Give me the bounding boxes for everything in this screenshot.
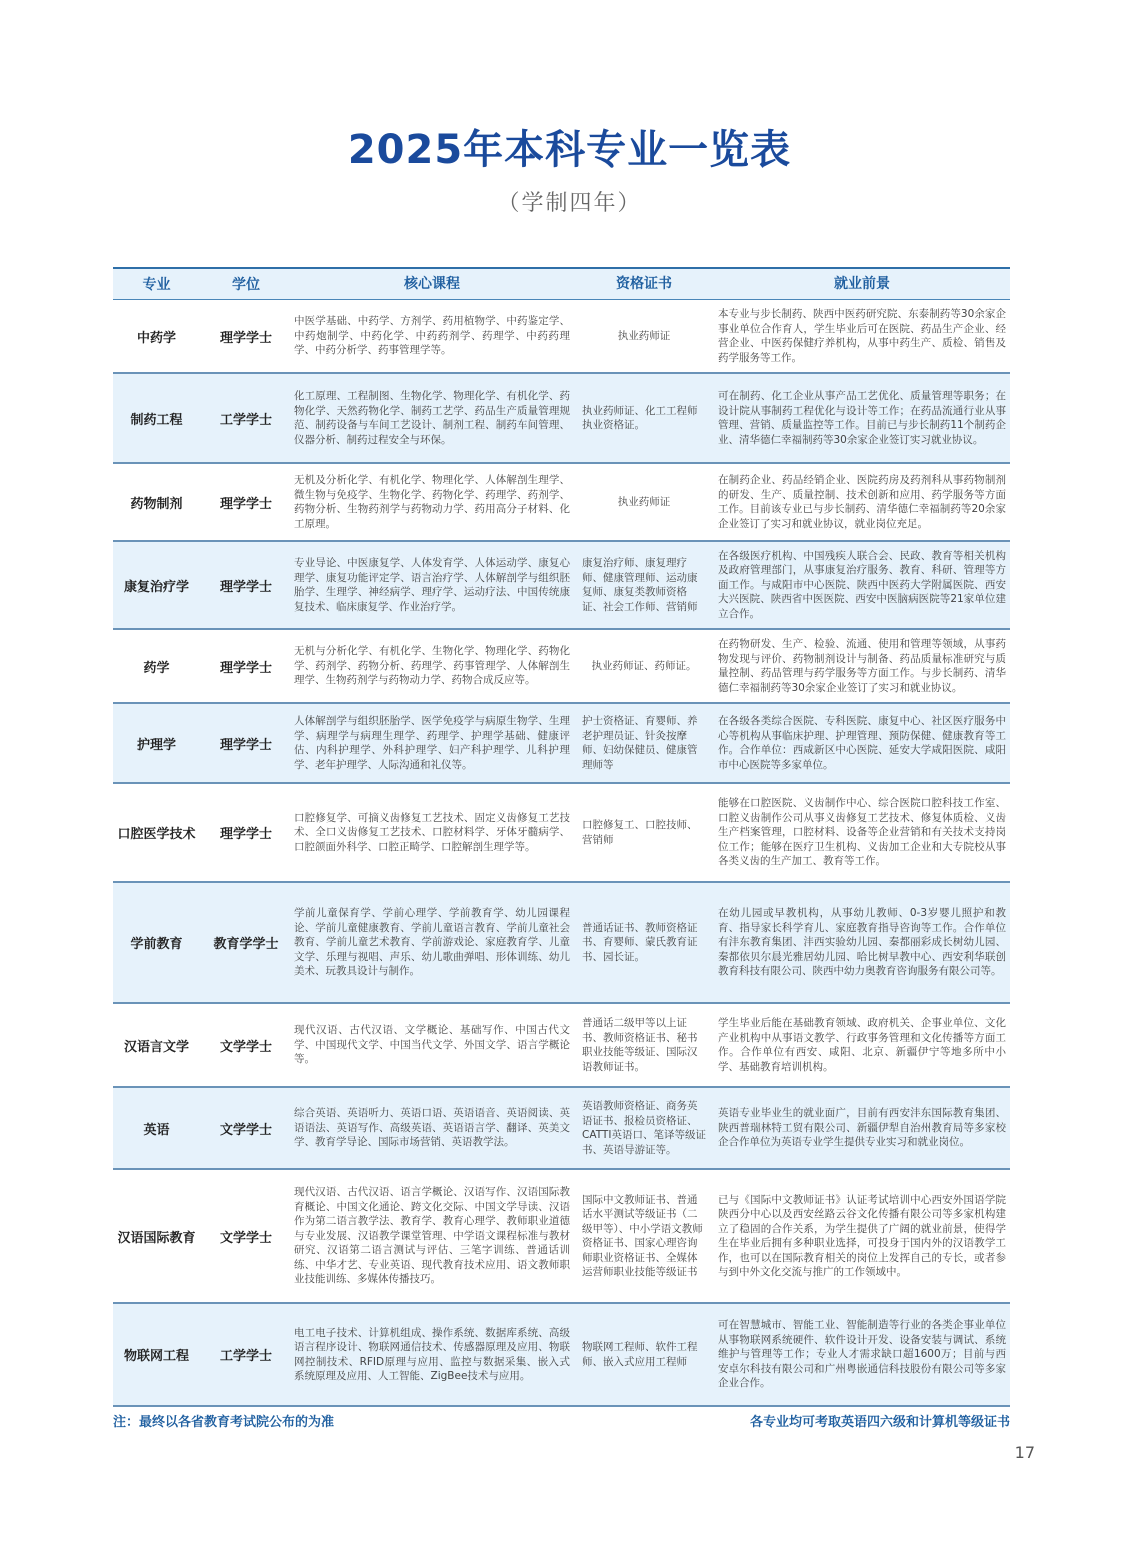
cell-major: 护理学	[136, 737, 176, 753]
cell-courses: 现代汉语、古代汉语、语言学概论、汉语写作、汉语国际教育概论、中国文化通论、跨文化交际、中国文学导读、汉语作为第二语言教学法、教育学、教育心理学、教师职业道德与专业发展、汉语教学课堂管理、中学语文课程标准与教材研究、汉语第二语言测试与评估、三笔字训练、普通话训练、中华才艺、专业英语、现代教育技术应用、语文教师职业技能训练、多媒体传播技巧。	[294, 1186, 570, 1286]
cell-prospects: 英语专业毕业生的就业面广，目前有西安沣东国际教育集团、陕西普瑞林特工贸有限公司、新疆伊犁自治州教育局等多家校企合作单位为英语专业学生提供专业实习和就业岗位。	[718, 1107, 1006, 1149]
page-number: 17	[1014, 1443, 1035, 1462]
cell-certificates: 物联网工程师、软件工程师、嵌入式应用工程师	[582, 1341, 698, 1368]
table-row	[113, 464, 1010, 542]
table-row	[113, 374, 1010, 464]
cell-major: 药学	[143, 660, 170, 676]
table-row	[113, 883, 1010, 1004]
cell-major: 中药学	[136, 330, 176, 346]
header-major: 专业	[142, 277, 171, 293]
table-row	[113, 1170, 1010, 1304]
cell-courses: 口腔修复学、可摘义齿修复工艺技术、固定义齿修复工艺技术、全口义齿修复工艺技术、口腔材料学、牙体牙髓病学、口腔颌面外科学、口腔正畸学、口腔解剖生理学等。	[294, 811, 570, 853]
cell-certificates: 执业药师证、药师证。	[591, 659, 697, 672]
cell-prospects: 在幼儿园或早教机构，从事幼儿教师、0-3岁婴儿照护和教育、指导家长科学育儿、家庭教育指导咨询等工作。合作单位有沣东教育集团、沣西实验幼儿园、秦都丽彩成长树幼儿园、秦都依贝尔晨光雅居幼儿园、哈比树早教中心、西安利华联创教育科技有限公司、陕西中幼力奥教育咨询服务有限公司等。	[718, 907, 1006, 978]
cell-degree: 理学学士	[219, 579, 272, 595]
cell-degree: 理学学士	[219, 496, 272, 512]
cell-certificates: 国际中文教师证书、普通话水平测试等级证书（二级甲等）、中小学语文教师资格证书、国家心理咨询师职业资格证书、全媒体运营师职业技能等级证书	[582, 1193, 703, 1278]
cell-degree: 理学学士	[219, 737, 272, 753]
cell-courses: 无机与分析化学、有机化学、生物化学、物理化学、药物化学、药剂学、药物分析、药理学、药事管理学、人体解剖生理学、生物药剂学与药物动力学、药物合成反应等。	[294, 645, 570, 687]
cell-courses: 无机及分析化学、有机化学、物理化学、人体解剖生理学、微生物与免疫学、生物化学、药物化学、药理学、药剂学、药物分析、生物药剂学与药物动力学、药用高分子材料、化工原理。	[294, 474, 570, 530]
cell-major: 汉语国际教育	[117, 1230, 196, 1246]
cell-prospects: 在各级医疗机构、中国残疾人联合会、民政、教育等相关机构及政府管理部门，从事康复治疗服务、教育、科研、管理等方面工作。与咸阳市中心医院、陕西中医药大学附属医院、西安大兴医院、陕西省中医医院、西安中医脑病医院等21家单位建立合作。	[718, 549, 1006, 620]
table-row	[113, 784, 1010, 883]
cell-courses: 综合英语、英语听力、英语口语、英语语音、英语阅读、英语语法、英语写作、高级英语、英语语言学、翻译、英美文学、教育学导论、国际市场营销、英语教学法。	[294, 1107, 570, 1149]
cell-degree: 工学学士	[219, 412, 272, 428]
cell-courses: 电工电子技术、计算机组成、操作系统、数据库系统、高级语言程序设计、物联网通信技术、传感器原理及应用、物联网控制技术、RFID原理与应用、监控与数据采集、嵌入式系统原理及应用、人工智能、ZigBee技术与应用。	[294, 1326, 570, 1382]
header-degree: 学位	[232, 277, 260, 293]
cell-prospects: 可在智慧城市、智能工业、智能制造等行业的各类企事业单位从事物联网系统硬件、软件设计开发、设备安装与调试、系统维护与管理等工作；专业人才需求缺口超1600万；目前与西安卓尔科技有限公司和广州粤嵌通信科技股份有限公司等多家企业合作。	[718, 1319, 1006, 1390]
footnote-right: 各专业均可考取英语四六级和计算机等级证书	[749, 1415, 1010, 1430]
table-row	[113, 300, 1010, 374]
cell-certificates: 普通话证书、教师资格证书、育婴师、蒙氏教育证书、园长证。	[582, 921, 698, 963]
cell-degree: 文学学士	[219, 1230, 272, 1246]
cell-certificates: 普通话二级甲等以上证书、教师资格证书、秘书职业技能等级证、国际汉语教师证书。	[582, 1017, 698, 1073]
cell-degree: 教育学学士	[213, 937, 279, 952]
header-certificates: 资格证书	[616, 275, 672, 292]
cell-major: 制药工程	[130, 412, 183, 428]
cell-certificates: 执业药师证	[617, 329, 671, 342]
cell-courses: 专业导论、中医康复学、人体发育学、人体运动学、康复心理学、康复功能评定学、语言治疗学、人体解剖学与组织胚胎学、生理学、神经病学、理疗学、运动疗法、中国传统康复技术、临床康复学、作业治疗学。	[294, 557, 570, 613]
table-row	[113, 630, 1010, 704]
table-row	[113, 542, 1010, 630]
cell-prospects: 本专业与步长制药、陕西中医药研究院、东泰制药等30余家企事业单位合作育人，学生毕业后可在医院、药品生产企业、经营企业、中医药保健疗养机构，从事中药生产、质检、销售及药学服务等工作。	[718, 308, 1006, 364]
cell-degree: 理学学士	[219, 827, 272, 842]
cell-major: 汉语言文学	[123, 1039, 189, 1055]
majors-table	[113, 267, 1010, 1407]
cell-courses: 人体解剖学与组织胚胎学、医学免疫学与病原生物学、生理学、病理学与病理生理学、药理学、护理学基础、健康评估、内科护理学、外科护理学、妇产科护理学、儿科护理学、老年护理学、人际沟通和礼仪等。	[294, 715, 570, 771]
cell-degree: 工学学士	[219, 1349, 272, 1364]
cell-prospects: 能够在口腔医院、义齿制作中心、综合医院口腔科技工作室、口腔义齿制作公司从事义齿修复工艺技术、修复体质检、义齿生产档案管理，口腔材料、设备等企业营销和有关技术支持岗位工作；能够在医疗卫生机构、义齿加工企业和大专院校从事各类义齿的生产加工、教育等工作。	[718, 797, 1006, 868]
cell-certificates: 护士资格证、育婴师、养老护理员证、针灸按摩师、妇幼保健员、健康管理师等	[582, 715, 698, 771]
cell-certificates: 执业药师证	[617, 495, 671, 508]
cell-courses: 现代汉语、古代汉语、文学概论、基础写作、中国古代文学、中国现代文学、中国当代文学、外国文学、语言学概论等。	[294, 1024, 570, 1066]
cell-prospects: 已与《国际中文教师证书》认证考试培训中心西安外国语学院陕西分中心以及西安丝路云谷文化传播有限公司等多家机构建立了稳固的合作关系，为学生提供了广阔的就业前景，使得学生在毕业后拥有多种职业选择，可投身于国内外的汉语教学工作，也可以在国际教育相关的岗位上发挥自己的专长，或者参与到中外文化交流与推广的工作领域中。	[718, 1193, 1006, 1278]
cell-courses: 化工原理、工程制图、生物化学、物理化学、有机化学、药物化学、天然药物化学、制药工艺学、药品生产质量管理规范、制药设备与车间工艺设计、制剂工程、制药车间管理、仪器分析、制药过程安全与环保。	[294, 390, 570, 446]
table-header	[113, 267, 1010, 300]
cell-prospects: 在药物研发、生产、检验、流通、使用和管理等领域，从事药物发现与评价、药物制剂设计与制备、药品质量标准研究与质量控制、药品管理与药学服务等方面工作。与步长制药、清华德仁幸福制药等30余家企业签订了实习和就业协议。	[718, 638, 1006, 694]
cell-major: 药物制剂	[130, 496, 183, 512]
cell-major: 学前教育	[130, 937, 183, 952]
cell-prospects: 在制药企业、药品经销企业、医院药房及药剂科从事药物制剂的研发、生产、质量控制、技术创新和应用、药学服务等方面工作。目前该专业已与步长制药、清华德仁幸福制药等20余家企业签订了实习和就业协议，就业岗位充足。	[718, 474, 1006, 530]
cell-major: 康复治疗学	[123, 579, 189, 595]
table-row	[113, 704, 1010, 784]
cell-degree: 理学学士	[219, 330, 272, 346]
cell-prospects: 在各级各类综合医院、专科医院、康复中心、社区医疗服务中心等机构从事临床护理、护理管理、预防保健、健康教育等工作。合作单位：西咸新区中心医院、延安大学咸阳医院、咸阳市中心医院等多家单位。	[718, 715, 1006, 771]
table-row	[113, 1304, 1010, 1407]
cell-certificates: 口腔修复工、口腔技师、营销师	[582, 819, 698, 846]
header-courses: 核心课程	[404, 275, 460, 292]
cell-degree: 文学学士	[219, 1122, 272, 1138]
table-row	[113, 1088, 1010, 1170]
cell-prospects: 学生毕业后能在基础教育领域、政府机关、企事业单位、文化产业机构中从事语文教学、行政事务管理和文化传播等方面工作。合作单位有西安、咸阳、北京、新疆伊宁等地多所中小学、基础教育培训机构。	[718, 1017, 1006, 1073]
cell-certificates: 康复治疗师、康复理疗师、健康管理师、运动康复师、康复类教师资格证、社会工作师、营销师	[582, 557, 698, 613]
footnote-left: 注：最终以各省教育考试院公布的为准	[113, 1415, 335, 1430]
cell-major: 口腔医学技术	[117, 827, 196, 842]
cell-courses: 中医学基础、中药学、方剂学、药用植物学、中药鉴定学、中药炮制学、中药化学、中药药剂学、药理学、中药药理学、中药分析学、药事管理学等。	[294, 315, 570, 357]
header-prospects: 就业前景	[834, 275, 890, 292]
cell-degree: 理学学士	[219, 660, 272, 676]
cell-major: 物联网工程	[123, 1349, 189, 1364]
cell-courses: 学前儿童保育学、学前心理学、学前教育学、幼儿园课程论、学前儿童健康教育、学前儿童语言教育、学前儿童社会教育、学前儿童艺术教育、学前游戏论、家庭教育学、儿童文学、乐理与视唱、声乐、幼儿歌曲弹唱、形体训练、幼儿美术、玩教具设计与制作。	[294, 907, 570, 978]
page-subtitle: （学制四年）	[497, 191, 642, 216]
cell-certificates: 英语教师资格证、商务英语证书、报检员资格证、CATTI英语口、笔译等级证书、英语导游证等。	[582, 1100, 706, 1156]
cell-degree: 文学学士	[219, 1039, 272, 1055]
cell-prospects: 可在制药、化工企业从事产品工艺优化、质量管理等职务；在设计院从事制药工程优化与设计等工作；在药品流通行业从事管理、营销、质量监控等工作。目前已与步长制药11个制药企业、清华德仁幸福制药等30余家企业签订实习就业协议。	[718, 390, 1006, 446]
cell-major: 英语	[143, 1122, 170, 1138]
table-row	[113, 1004, 1010, 1088]
page-title: 2025年本科专业一览表	[347, 127, 792, 173]
cell-certificates: 执业药师证、化工工程师执业资格证。	[582, 404, 698, 431]
